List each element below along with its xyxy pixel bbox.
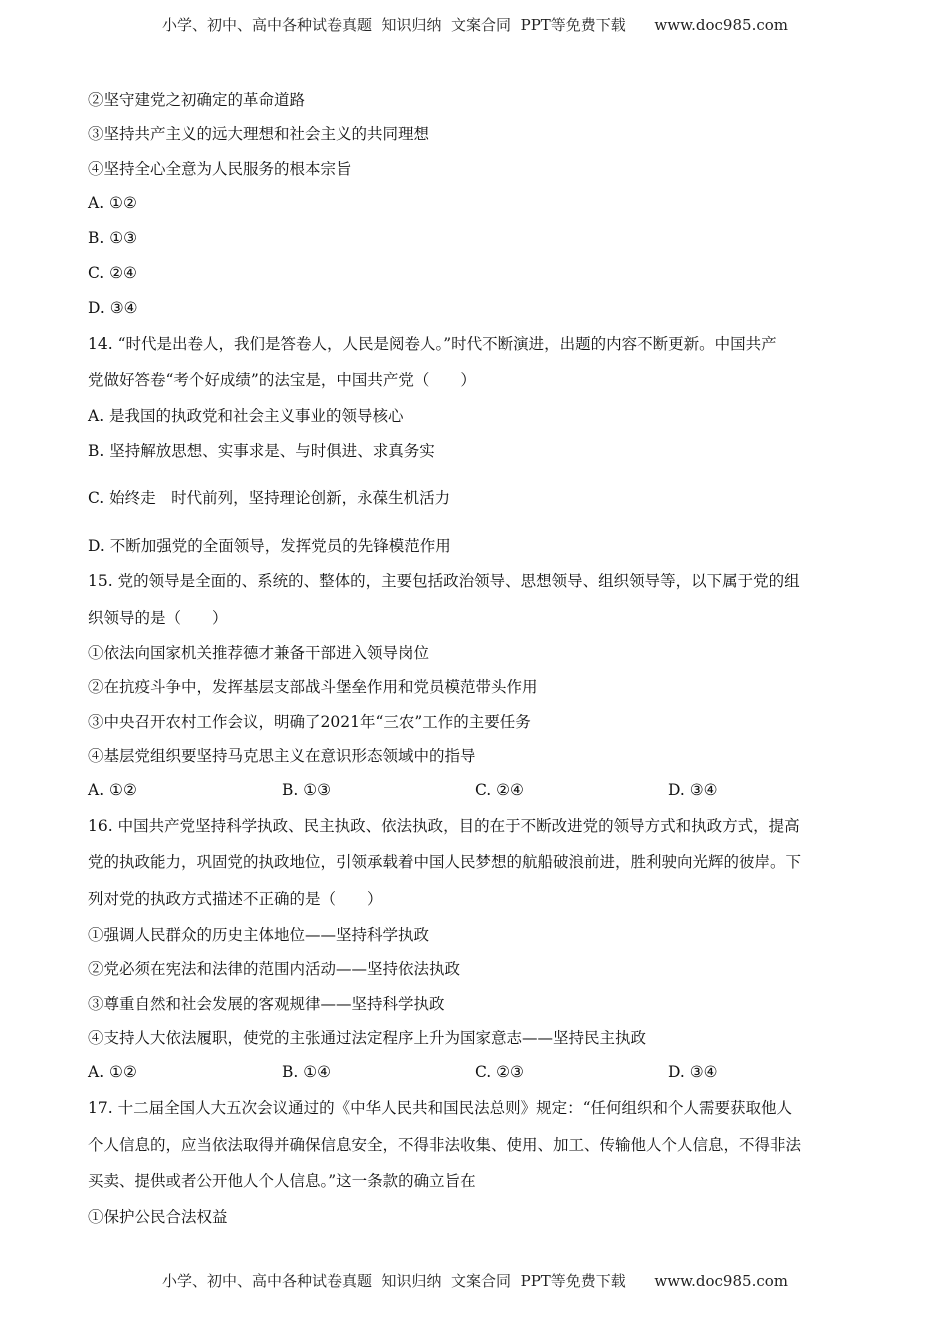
q13-option-d: D. ③④ (88, 299, 138, 317)
q13-item-2: ②坚守建党之初确定的革命道路 (88, 91, 306, 109)
q16-option-d: D. ③④ (668, 1063, 718, 1081)
q13-item-3: ③坚持共产主义的远大理想和社会主义的共同理想 (88, 125, 430, 143)
q16-option-b: B. ①④ (282, 1063, 332, 1081)
q16-option-c: C. ②③ (475, 1063, 524, 1081)
q15-option-b: B. ①③ (282, 781, 332, 799)
q15-option-a: A. ①② (88, 781, 137, 799)
q16-item-1: ①强调人民群众的历史主体地位——坚持科学执政 (88, 926, 430, 944)
q15-stem-line-1: 15. 党的领导是全面的、系统的、整体的，主要包括政治领导、思想领导、组织领导等，以下属于党的组 (88, 572, 800, 590)
q14-option-c: C. 始终走 时代前列，坚持理论创新，永葆生机活力 (88, 489, 451, 507)
q16-stem-line-1: 16. 中国共产党坚持科学执政、民主执政、依法执政，目的在于不断改进党的领导方式和执政方式，提高 (88, 817, 800, 835)
page-header: 小学、初中、高中各种试卷真题 知识归纳 文案合同 PPT等免费下载 www.doc985.com (161, 16, 788, 34)
q14-stem-line-2: 党做好答卷“考个好成绩”的法宝是，中国共产党（ ） (88, 371, 476, 389)
q16-stem-line-2: 党的执政能力，巩固党的执政地位，引领承载着中国人民梦想的航船破浪前进，胜利驶向光辉的彼岸。下 (88, 853, 802, 871)
q15-stem-line-2: 织领导的是（ ） (88, 609, 228, 627)
q14-option-a: A. 是我国的执政党和社会主义事业的领导核心 (88, 407, 404, 425)
page-footer: 小学、初中、高中各种试卷真题 知识归纳 文案合同 PPT等免费下载 www.doc985.com (161, 1272, 788, 1290)
q15-item-3: ③中央召开农村工作会议，明确了2021年“三农”工作的主要任务 (88, 713, 531, 731)
q13-option-c: C. ②④ (88, 264, 137, 282)
q17-stem-line-2: 个人信息的，应当依法取得并确保信息安全，不得非法收集、使用、加工、传输他人个人信息，不得非法 (88, 1136, 802, 1154)
q13-option-a: A. ①② (88, 194, 137, 212)
q16-option-a: A. ①② (88, 1063, 137, 1081)
q16-stem-line-3: 列对党的执政方式描述不正确的是（ ） (88, 890, 383, 908)
q17-stem-line-1: 17. 十二届全国人大五次会议通过的《中华人民共和国民法总则》规定：“任何组织和个人需要获取他人 (88, 1099, 793, 1117)
q14-option-d: D. 不断加强党的全面领导，发挥党员的先锋模范作用 (88, 537, 451, 555)
q16-item-3: ③尊重自然和社会发展的客观规律——坚持科学执政 (88, 995, 445, 1013)
q16-item-4: ④支持人大依法履职，使党的主张通过法定程序上升为国家意志——坚持民主执政 (88, 1029, 647, 1047)
q13-item-4: ④坚持全心全意为人民服务的根本宗旨 (88, 160, 352, 178)
q13-option-b: B. ①③ (88, 229, 138, 247)
q16-item-2: ②党必须在宪法和法律的范围内活动——坚持依法执政 (88, 960, 461, 978)
q15-option-c: C. ②④ (475, 781, 524, 799)
q15-option-d: D. ③④ (668, 781, 718, 799)
q14-stem-line-1: 14. “时代是出卷人，我们是答卷人，人民是阅卷人。”时代不断演进，出题的内容不断更新。中国共产 (88, 335, 777, 353)
q15-item-2: ②在抗疫斗争中，发挥基层支部战斗堡垒作用和党员模范带头作用 (88, 678, 538, 696)
q15-item-4: ④基层党组织要坚持马克思主义在意识形态领域中的指导 (88, 747, 476, 765)
q15-item-1: ①依法向国家机关推荐德才兼备干部进入领导岗位 (88, 644, 430, 662)
q17-item-1: ①保护公民合法权益 (88, 1208, 228, 1226)
q17-stem-line-3: 买卖、提供或者公开他人个人信息。”这一条款的确立旨在 (88, 1172, 476, 1190)
q14-option-b: B. 坚持解放思想、实事求是、与时俱进、求真务实 (88, 442, 435, 460)
